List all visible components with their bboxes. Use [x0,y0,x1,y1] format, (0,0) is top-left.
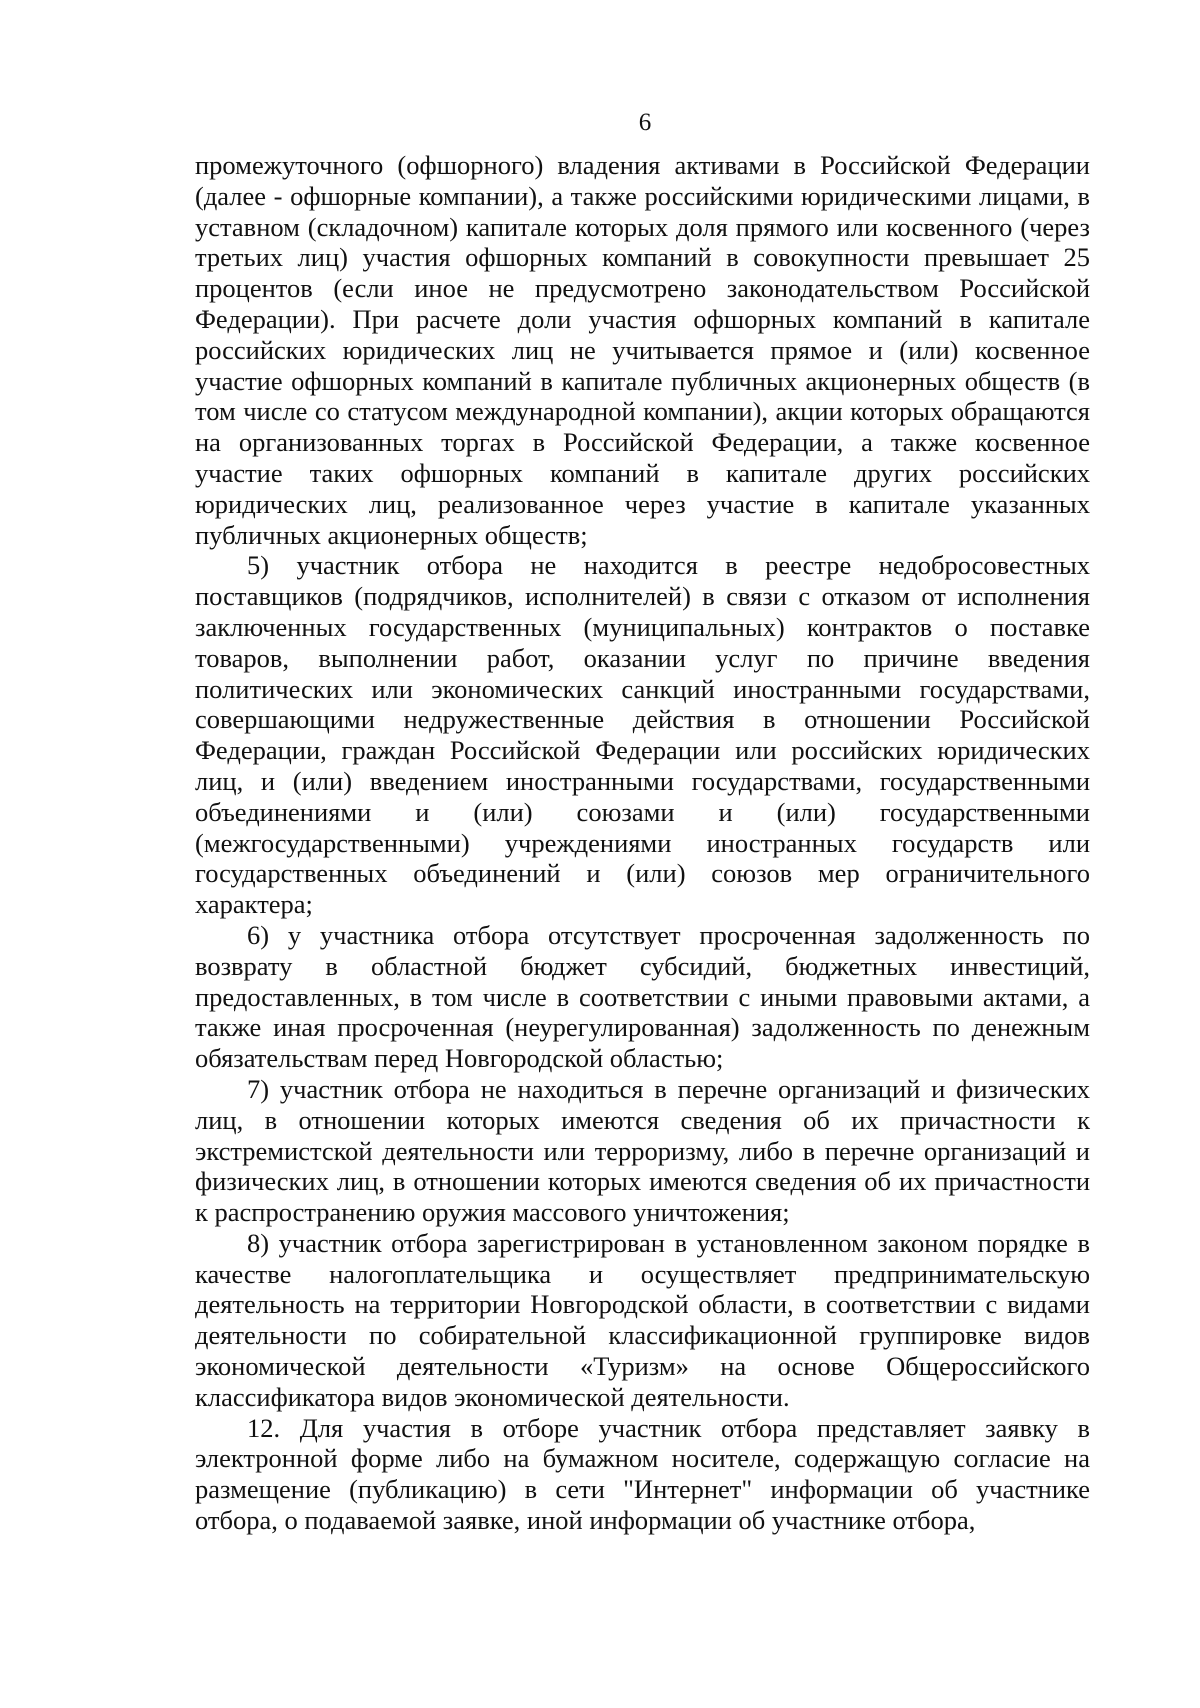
paragraph-clause-12: 12. Для участия в отборе участник отбора представляет заявку в электронной форме либо на бумажном носителе, содержащую согласие на размещение (публикацию) в сети "Интернет" информации об участнике отбора, о подаваемой заявке, иной информации об участнике отбора, [195,1412,1090,1536]
paragraph-item-8: 8) участник отбора зарегистрирован в установленном законом порядке в качестве налогоплательщика и осуществляет предпринимательскую деятельность на территории Новгородской области, в соответствии с видами деятельности по собирательной классификационной группировке видов экономической деятельности «Туризм» на основе Общероссийского классификатора видов экономической деятельности. [195,1227,1090,1412]
paragraph-continuation: промежуточного (офшорного) владения активами в Российской Федерации (далее - офшорные компании), а также российскими юридическими лицами, в уставном (складочном) капитале которых доля прямого или косвенного (через третьих лиц) участия офшорных компаний в совокупности превышает 25 процентов (если иное не предусмотрено законодательством Российской Федерации). При расчете доли участия офшорных компаний в капитале российских юридических лиц не учитывается прямое и (или) косвенное участие офшорных компаний в капитале публичных акционерных обществ (в том числе со статусом международной компании), акции которых обращаются на организованных торгах в Российской Федерации, а также косвенное участие таких офшорных компаний в капитале других российских юридических лиц, реализованное через участие в капитале указанных публичных акционерных обществ; [195,150,1090,550]
paragraph-item-5: 5) участник отбора не находится в реестре недобросовестных поставщиков (подрядчиков, исполнителей) в связи с отказом от исполнения заключенных государственных (муниципальных) контрактов о поставке товаров, выполнении работ, оказании услуг по причине введения политических или экономических санкций иностранными государствами, совершающими недружественные действия в отношении Российской Федерации, граждан Российской Федерации или российских юридических лиц, и (или) введением иностранными государствами, государственными объединениями и (или) союзами и (или) государственными (межгосударственными) учреждениями иностранных государств или государственных объединений и (или) союзов мер ограничительного характера; [195,550,1090,920]
document-body [195,150,1090,1536]
paragraph-item-7: 7) участник отбора не находиться в перечне организаций и физических лиц, в отношении которых имеются сведения об их причастности к экстремистской деятельности или терроризму, либо в перечне организаций и физических лиц, в отношении которых имеются сведения об их причастности к распространению оружия массового уничтожения; [195,1073,1090,1228]
paragraph-item-6: 6) у участника отбора отсутствует просроченная задолженность по возврату в областной бюджет субсидий, бюджетных инвестиций, предоставленных, в том числе в соответствии с иными правовыми актами, а также иная просроченная (неурегулированная) задолженность по денежным обязательствам перед Новгородской областью; [195,919,1090,1074]
page-number: 6 [638,109,652,136]
